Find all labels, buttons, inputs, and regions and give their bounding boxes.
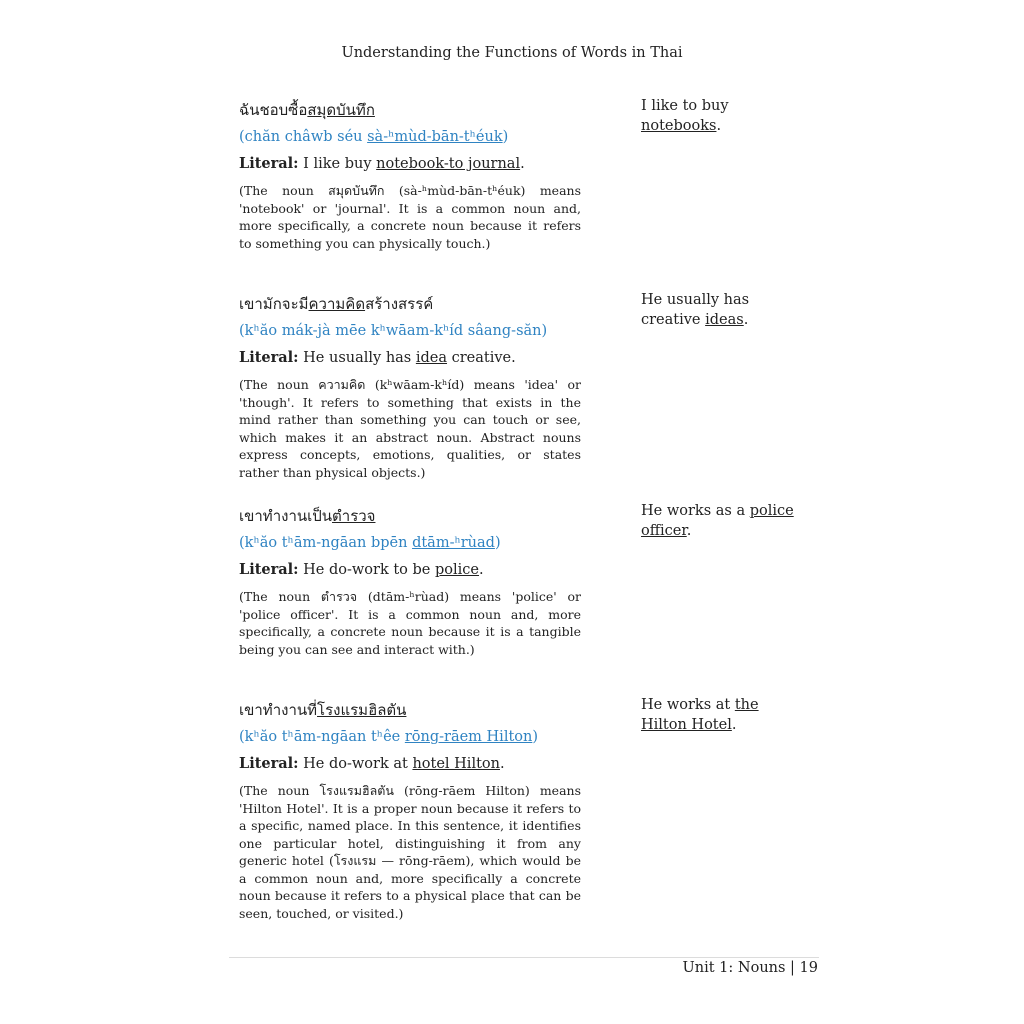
literal-key-noun: hotel Hilton	[412, 756, 500, 772]
literal-translation: Literal: I like buy notebook-to journal.	[239, 155, 525, 172]
example-entry-2	[239, 294, 581, 481]
transliteration: (kʰăo mák-jà mēe kʰwāam-kʰíd sâang-săn)	[239, 323, 548, 339]
grammar-note: (The noun ความคิด (kʰwāam-kʰíd) means 'idea' or 'though'. It refers to something that exists in the mind rather than something you can touch or see, which makes it an abstract noun. Abstract nouns express concepts, emotions, qualities, or states rather than physical objects.)	[239, 377, 581, 480]
thai-key-noun: สมุดบันทึก	[307, 101, 375, 119]
literal-label: Literal:	[239, 561, 299, 578]
literal-key-noun: police	[435, 562, 479, 578]
page-footer: Unit 1: Nouns | 19	[682, 960, 818, 976]
running-head: Understanding the Functions of Words in Thai	[341, 45, 683, 61]
grammar-note: (The noun ตำรวจ (dtām-ʰrùad) means 'police' or 'police officer'. It is a common noun and, more specifically, a concrete noun because it is a tangible being you can see and interact with.)	[239, 589, 581, 657]
transliteration: (kʰăo tʰām-ngāan bpēn dtām-ʰrùad)	[239, 535, 501, 551]
grammar-note: (The noun สมุดบันทึก (sà-ʰmùd-bān-tʰéuk) means 'notebook' or 'journal'. It is a common noun and, more specifically, a concrete noun because it refers to something you can physically touch.)	[239, 183, 581, 251]
english-translation-2: He usually has creative ideas.	[641, 292, 750, 328]
translit-key-noun: sà-ʰmùd-bān-tʰéuk	[367, 129, 503, 145]
english-key-noun: the Hilton Hotel	[641, 697, 759, 733]
translit-key-noun: rōng-rāem Hilton	[404, 729, 533, 745]
footer-divider	[229, 957, 819, 958]
literal-key-noun: idea	[415, 350, 448, 366]
english-key-noun: notebooks	[641, 117, 717, 134]
literal-translation: Literal: He do-work to be police.	[239, 561, 484, 578]
thai-sentence: เขาทำงานที่โรงแรมฮิลตัน	[239, 701, 407, 719]
translit-key-noun: kʰwāam-kʰíd	[370, 323, 464, 339]
grammar-note: (The noun โรงแรมฮิลตัน (rōng-rāem Hilton) means 'Hilton Hotel'. It is a proper noun because it refers to a specific, named place. In this sentence, it identifies one particular hotel, distinguishing it from any generic hotel (โรงแรม — rōng-rāem), which would be a common noun and, more specifically a concrete noun because it refers to a physical place that can be seen, touched, or visited.)	[239, 783, 581, 921]
thai-sentence: เขามักจะมีความคิดสร้างสรรค์	[239, 295, 434, 313]
transliteration: (chăn châwb séu sà-ʰmùd-bān-tʰéuk)	[239, 129, 509, 145]
example-entry-1	[239, 100, 581, 252]
translit-key-noun: dtām-ʰrùad	[412, 535, 495, 551]
literal-label: Literal:	[239, 155, 299, 172]
thai-key-noun: โรงแรมฮิลตัน	[317, 701, 407, 719]
example-entry-4	[239, 700, 581, 922]
thai-key-noun: ความคิด	[308, 295, 366, 313]
literal-label: Literal:	[239, 755, 299, 772]
literal-translation: Literal: He usually has idea creative.	[239, 349, 516, 366]
english-translation-3: He works as a police officer.	[641, 503, 794, 539]
english-key-noun: police officer	[641, 503, 794, 539]
english-translation-4: He works at the Hilton Hotel.	[641, 697, 759, 733]
english-translation-1: I like to buy notebooks.	[641, 98, 729, 134]
literal-label: Literal:	[239, 349, 299, 366]
example-entry-3	[239, 506, 581, 658]
transliteration: (kʰăo tʰām-ngāan tʰêe rōng-rāem Hilton)	[239, 729, 539, 745]
literal-key-noun: notebook-to journal	[376, 156, 521, 172]
thai-sentence: ฉันชอบซื้อสมุดบันทึก	[239, 101, 375, 119]
thai-sentence: เขาทำงานเป็นตำรวจ	[239, 507, 376, 525]
english-key-noun: ideas	[705, 311, 744, 328]
literal-translation: Literal: He do-work at hotel Hilton.	[239, 755, 505, 772]
thai-key-noun: ตำรวจ	[332, 507, 376, 525]
